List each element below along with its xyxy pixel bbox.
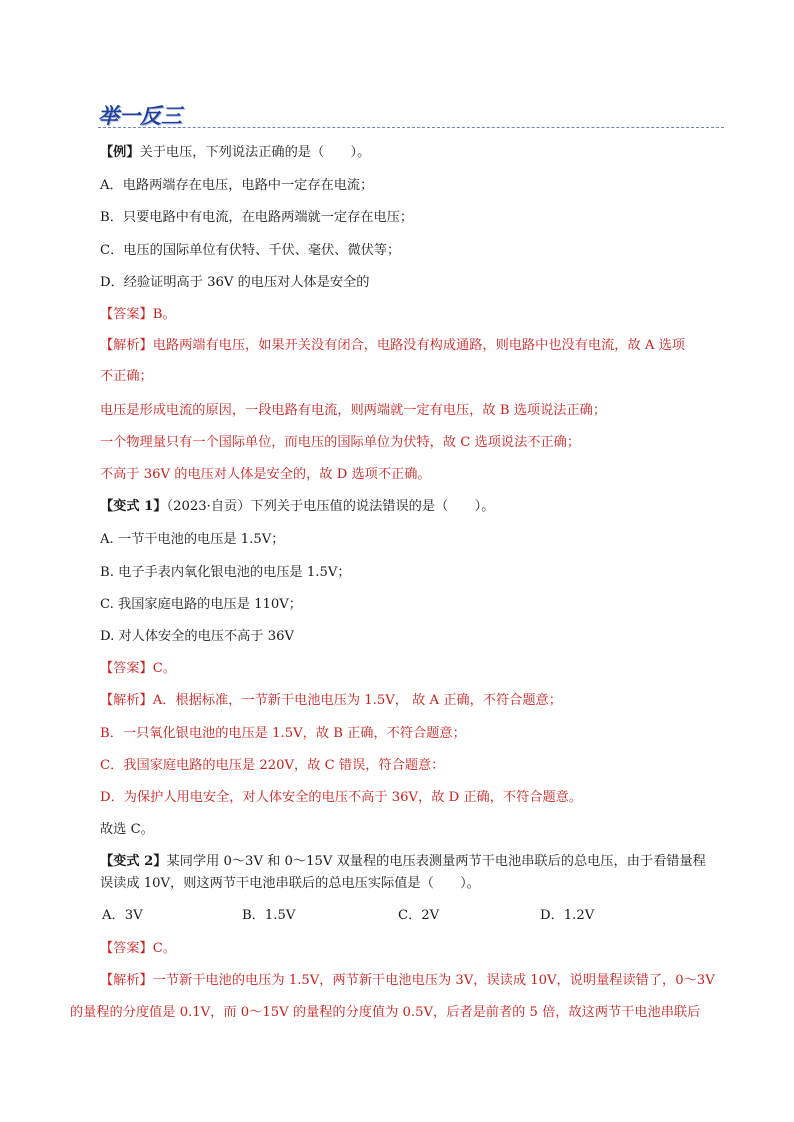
example-analysis-line: 不正确； [100, 369, 153, 384]
variant1-option-d: D. 对人体安全的电压不高于 36V [100, 629, 295, 644]
variant2-analysis-line: 【解析】一节新干电池的电压为 1.5V，两节新干电池电压为 3V，误读成 10V，说明量程读错了，0～3V [100, 973, 715, 988]
question-text: （2023·自贡）下列关于电压值的说法错误的是（ ）。 [166, 499, 495, 514]
variant1-analysis-line: D．为保护人用电安全，对人体安全的电压不高于 36V，故 D 正确，不符合题意。 [100, 790, 583, 805]
example-option-b: B．只要电路中有电流，在电路两端就一定存在电压； [100, 210, 414, 225]
variant2-question-line: 误读成 10V，则这两节干电池串联后的总电压实际值是（ ）。 [100, 876, 480, 891]
variant2-option-b: B．1.5V [242, 908, 296, 923]
example-analysis-line: 【解析】电路两端有电压，如果开关没有闭合，电路没有构成通路，则电路中也没有电流，故 A 选项 [100, 338, 685, 353]
variant2-question-line [100, 852, 706, 872]
example-question [100, 143, 370, 163]
example-option-a: A．电路两端存在电压，电路中一定存在电流； [100, 178, 374, 193]
question-marker: 【例】 [100, 145, 140, 160]
example-analysis-line: 一个物理量只有一个国际单位，而电压的国际单位为伏特，故 C 选项说法不正确； [100, 435, 581, 450]
section-header [98, 100, 718, 130]
section-title: 举一反三 [98, 104, 182, 128]
variant1-answer: 【答案】C。 [100, 661, 177, 676]
variant2-option-d: D．1.2V [540, 908, 595, 923]
variant1-option-b: B. 电子手表内氧化银电池的电压是 1.5V； [100, 565, 351, 580]
header-divider [98, 127, 724, 128]
example-option-d: D．经验证明高于 36V 的电压对人体是安全的 [100, 275, 370, 290]
question-text: 关于电压，下列说法正确的是（ ）。 [139, 145, 371, 160]
variant2-option-c: C．2V [398, 908, 440, 923]
variant1-analysis-line: 【解析】A．根据标准，一节新干电池电压为 1.5V， 故 A 正确，不符合题意； [100, 693, 562, 708]
question-marker: 【变式 1】 [100, 499, 167, 514]
variant1-analysis-line: C．我国家庭电路的电压是 220V，故 C 错误，符合题意： [100, 758, 445, 773]
example-analysis-line: 不高于 36V 的电压对人体是安全的，故 D 选项不正确。 [100, 467, 431, 482]
variant1-option-c: C. 我国家庭电路的电压是 110V； [100, 597, 302, 612]
question-marker: 【变式 2】 [100, 854, 167, 869]
question-text: 某同学用 0～3V 和 0～15V 双量程的电压表测量两节干电池串联后的总电压，由于看错量程 [166, 854, 706, 869]
example-option-c: C．电压的国际单位有伏特、千伏、毫伏、微伏等； [100, 243, 401, 258]
variant1-option-a: A. 一节干电池的电压是 1.5V； [100, 532, 285, 547]
variant2-analysis-line: 的量程的分度值是 0.1V，而 0～15V 的量程的分度值为 0.5V，后者是前者的 5 倍，故这两节干电池串联后 [70, 1005, 701, 1020]
example-analysis-line: 电压是形成电流的原因，一段电路有电流，则两端就一定有电压，故 B 选项说法正确； [100, 403, 607, 418]
variant1-analysis-line: B．一只氧化银电池的电压是 1.5V，故 B 正确，不符合题意； [100, 726, 466, 741]
variant2-option-a: A．3V [102, 908, 143, 923]
variant1-question [100, 497, 494, 517]
variant1-conclusion: 故选 C。 [100, 822, 154, 837]
example-answer: 【答案】B。 [100, 307, 176, 322]
variant2-answer: 【答案】C。 [100, 941, 177, 956]
